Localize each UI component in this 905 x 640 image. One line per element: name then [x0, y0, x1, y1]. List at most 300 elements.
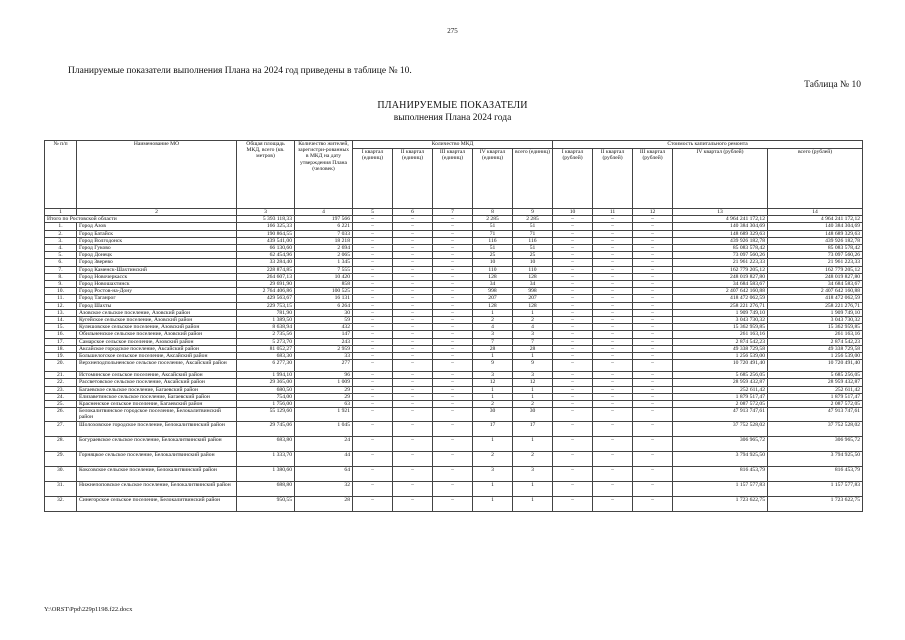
table-cell: 439 926 182,78: [768, 237, 863, 244]
table-cell: 20.: [45, 360, 77, 372]
table-cell: 2 874 542,23: [673, 338, 768, 345]
table-cell: 1 380,60: [237, 466, 295, 481]
header-area: Общая площадь МКД, всего (кв. метров): [237, 141, 295, 209]
header-group-cost: Стоимость капитального ремонта: [553, 141, 863, 149]
table-cell: 15 362 959,85: [673, 324, 768, 331]
table-cell: –: [633, 324, 673, 331]
table-cell: –: [353, 245, 393, 252]
municipality-name: Самарское сельское поселение, Азовский район: [77, 338, 237, 345]
table-cell: 680,50: [237, 386, 295, 393]
table-cell: 63: [295, 401, 353, 408]
table-cell: –: [353, 324, 393, 331]
table-cell: –: [553, 295, 593, 302]
table-cell: 32.: [45, 496, 77, 511]
table-cell: 2: [513, 317, 553, 324]
table-cell: –: [593, 302, 633, 309]
column-number: 7: [433, 209, 473, 216]
table-cell: 12.: [45, 302, 77, 309]
table-cell: 1: [513, 436, 553, 451]
table-cell: 30: [473, 408, 513, 421]
table-cell: –: [633, 230, 673, 237]
table-cell: –: [433, 266, 473, 273]
table-cell: –: [633, 372, 673, 379]
table-cell: –: [353, 338, 393, 345]
table-cell: 207: [473, 295, 513, 302]
table-cell: 2 407 642 160,88: [673, 288, 768, 295]
table-cell: –: [393, 353, 433, 360]
table-cell: 1: [513, 496, 553, 511]
table-cell: –: [393, 401, 433, 408]
table-cell: 4: [473, 324, 513, 331]
table-cell: –: [433, 317, 473, 324]
table-cell: 1 389,50: [237, 317, 295, 324]
table-cell: 1 256 539,00: [673, 353, 768, 360]
header-q2-rub: II квартал (рублей): [593, 149, 633, 209]
table-cell: 64: [295, 466, 353, 481]
municipality-name: Город Шахты: [77, 302, 237, 309]
table-cell: –: [593, 281, 633, 288]
municipality-name: Коксовское сельское поселение, Белокалитвинский район: [77, 466, 237, 481]
header-q1-rub: I квартал (рублей): [553, 149, 593, 209]
table-cell: –: [393, 309, 433, 316]
table-cell: 1 723 622,75: [768, 496, 863, 511]
table-cell: 73 097 560,26: [673, 252, 768, 259]
table-cell: –: [393, 338, 433, 345]
table-row: [45, 379, 863, 386]
table-cell: 1: [513, 481, 553, 496]
table-cell: –: [633, 466, 673, 481]
table-cell: –: [553, 436, 593, 451]
table-cell: –: [353, 466, 393, 481]
table-cell: –: [593, 436, 633, 451]
table-cell: –: [553, 288, 593, 295]
table-cell: –: [633, 481, 673, 496]
table-cell: 31.: [45, 481, 77, 496]
table-cell: –: [593, 401, 633, 408]
table-cell: –: [553, 331, 593, 338]
municipality-name: Город Азов: [77, 223, 237, 230]
table-cell: 34: [473, 281, 513, 288]
table-cell: 5 685 256,05: [673, 372, 768, 379]
municipality-name: Город Каменск-Шахтинский: [77, 266, 237, 273]
table-cell: 6 221: [295, 223, 353, 230]
total-row: [45, 216, 863, 223]
table-cell: 207: [513, 295, 553, 302]
table-cell: –: [633, 436, 673, 451]
table-cell: 12: [513, 379, 553, 386]
table-cell: 781,90: [237, 309, 295, 316]
table-cell: 2: [473, 451, 513, 466]
table-cell: 252 611,42: [673, 386, 768, 393]
table-cell: –: [593, 386, 633, 393]
table-cell: 100 525: [295, 288, 353, 295]
column-number: 8: [473, 209, 513, 216]
table-cell: –: [353, 345, 393, 352]
total-cell: 197 566: [295, 216, 353, 223]
table-cell: –: [433, 237, 473, 244]
table-cell: –: [353, 408, 393, 421]
municipality-name: Кугейское сельское поселение, Азовский район: [77, 317, 237, 324]
table-cell: 59: [295, 317, 353, 324]
table-cell: 28 959 432,87: [768, 379, 863, 386]
table-cell: 116: [513, 237, 553, 244]
municipality-name: Большелогское сельское поселение, Аксайский район: [77, 353, 237, 360]
table-cell: –: [393, 252, 433, 259]
table-cell: –: [433, 360, 473, 372]
table-cell: –: [553, 223, 593, 230]
table-cell: 2: [513, 401, 553, 408]
municipality-name: Горняцкое сельское поселение, Белокалитвинский район: [77, 451, 237, 466]
table-cell: 439 541,00: [237, 237, 295, 244]
table-row: [45, 436, 863, 451]
table-cell: –: [353, 259, 393, 266]
table-cell: –: [593, 223, 633, 230]
table-cell: 37 752 528,02: [673, 421, 768, 436]
table-cell: –: [553, 481, 593, 496]
table-cell: 33 284,40: [237, 259, 295, 266]
table-cell: –: [553, 317, 593, 324]
table-cell: 11.: [45, 295, 77, 302]
table-cell: 306 965,72: [673, 436, 768, 451]
table-cell: 3: [513, 372, 553, 379]
total-cell: 4 964 241 172,12: [673, 216, 768, 223]
table-cell: –: [433, 252, 473, 259]
total-label: Итого по Ростовской области: [45, 216, 237, 223]
table-cell: –: [393, 288, 433, 295]
table-cell: –: [353, 317, 393, 324]
table-cell: –: [353, 302, 393, 309]
table-cell: –: [633, 302, 673, 309]
table-cell: 21.: [45, 372, 77, 379]
table-cell: –: [393, 273, 433, 280]
table-cell: –: [393, 481, 433, 496]
table-cell: 147: [295, 331, 353, 338]
table-cell: –: [433, 302, 473, 309]
table-cell: –: [553, 360, 593, 372]
table-cell: 3 043 730,32: [768, 317, 863, 324]
table-cell: –: [593, 338, 633, 345]
table-cell: –: [433, 331, 473, 338]
table-cell: –: [593, 309, 633, 316]
table-cell: 16 131: [295, 295, 353, 302]
table-cell: 1 909 749,10: [673, 309, 768, 316]
table-cell: –: [633, 252, 673, 259]
municipality-name: Верхнеподпольненское сельское поселение, Аксайский район: [77, 360, 237, 372]
header-residents: Количество жителей, зарегистри-рованных в МКД на дату утверждения Плана (человек): [295, 141, 353, 209]
table-cell: 1: [473, 393, 513, 400]
table-cell: 8.: [45, 273, 77, 280]
table-cell: –: [393, 421, 433, 436]
table-cell: 30: [295, 309, 353, 316]
column-number: 13: [673, 209, 768, 216]
table-cell: 6 264: [295, 302, 353, 309]
table-cell: –: [553, 345, 593, 352]
table-cell: –: [633, 309, 673, 316]
table-cell: –: [393, 230, 433, 237]
table-cell: –: [633, 281, 673, 288]
header-q4-units: IV квартал (единиц): [473, 149, 513, 209]
table-cell: –: [353, 223, 393, 230]
table-cell: 683,80: [237, 436, 295, 451]
table-cell: –: [353, 353, 393, 360]
table-cell: 33: [295, 353, 353, 360]
table-cell: –: [433, 324, 473, 331]
table-cell: 4: [513, 324, 553, 331]
table-cell: –: [633, 259, 673, 266]
table-cell: –: [633, 496, 673, 511]
column-number: 11: [593, 209, 633, 216]
table-cell: 19.: [45, 353, 77, 360]
table-cell: –: [593, 353, 633, 360]
table-cell: 7: [473, 338, 513, 345]
table-cell: –: [593, 408, 633, 421]
column-number: 3: [237, 209, 295, 216]
table-cell: 418 472 062,59: [768, 295, 863, 302]
table-cell: 683,30: [237, 353, 295, 360]
table-cell: 29: [295, 393, 353, 400]
table-cell: 2 087 572,05: [673, 401, 768, 408]
table-cell: 26.: [45, 408, 77, 421]
table-cell: –: [433, 481, 473, 496]
table-cell: –: [593, 252, 633, 259]
table-cell: –: [633, 237, 673, 244]
table-cell: 754,00: [237, 393, 295, 400]
table-cell: –: [593, 324, 633, 331]
table-cell: –: [553, 421, 593, 436]
table-cell: 816 453,79: [768, 466, 863, 481]
table-cell: –: [593, 360, 633, 372]
table-cell: 1: [473, 386, 513, 393]
table-cell: –: [633, 317, 673, 324]
table-cell: –: [633, 266, 673, 273]
table-cell: –: [393, 360, 433, 372]
table-cell: –: [433, 496, 473, 511]
table-cell: 10 720 491,40: [768, 360, 863, 372]
table-cell: –: [433, 345, 473, 352]
table-row: [45, 496, 863, 511]
table-cell: –: [633, 421, 673, 436]
table-cell: 3: [473, 331, 513, 338]
table-cell: 1 157 577,83: [768, 481, 863, 496]
table-cell: 29.: [45, 451, 77, 466]
table-cell: –: [433, 295, 473, 302]
table-cell: –: [633, 273, 673, 280]
table-cell: –: [593, 288, 633, 295]
table-cell: 2.: [45, 230, 77, 237]
table-cell: –: [433, 451, 473, 466]
table-cell: –: [553, 372, 593, 379]
table-cell: 17: [513, 421, 553, 436]
table-cell: 3.: [45, 237, 77, 244]
table-cell: 858: [295, 281, 353, 288]
table-cell: 28: [473, 345, 513, 352]
table-cell: 140 384 304,69: [673, 223, 768, 230]
municipality-name: Обильненское сельское поселение, Азовский район: [77, 331, 237, 338]
table-cell: –: [433, 245, 473, 252]
table-row: [45, 259, 863, 266]
table-cell: 7 555: [295, 266, 353, 273]
table-cell: –: [553, 496, 593, 511]
table-cell: 47 913 747,61: [768, 408, 863, 421]
table-cell: 8 638,94: [237, 324, 295, 331]
table-cell: 1: [473, 309, 513, 316]
table-row: [45, 252, 863, 259]
municipality-name: Город Волгодонск: [77, 237, 237, 244]
table-cell: –: [353, 386, 393, 393]
table-cell: –: [593, 237, 633, 244]
table-cell: 258 221 276,71: [768, 302, 863, 309]
table-cell: –: [553, 324, 593, 331]
table-cell: –: [553, 393, 593, 400]
column-number: 1: [45, 209, 77, 216]
table-row: [45, 360, 863, 372]
municipality-name: Красненское сельское поселение, Багаевский район: [77, 401, 237, 408]
table-cell: 1 921: [295, 408, 353, 421]
table-cell: –: [633, 338, 673, 345]
table-cell: –: [353, 230, 393, 237]
table-cell: –: [433, 421, 473, 436]
table-cell: 116: [473, 237, 513, 244]
table-cell: 418 472 062,59: [673, 295, 768, 302]
table-cell: 248 019 827,80: [768, 273, 863, 280]
table-cell: –: [553, 302, 593, 309]
table-cell: 1 157 577,83: [673, 481, 768, 496]
table-cell: –: [633, 345, 673, 352]
table-cell: 28: [295, 496, 353, 511]
table-cell: 51: [513, 245, 553, 252]
table-cell: 9: [473, 360, 513, 372]
table-cell: 1 345: [295, 259, 353, 266]
table-cell: 29 745,06: [237, 421, 295, 436]
municipality-name: Белокалитвинское городское поселение, Белокалитвинский район: [77, 408, 237, 421]
table-cell: –: [593, 372, 633, 379]
table-row: [45, 331, 863, 338]
table-cell: 6.: [45, 259, 77, 266]
table-cell: 128: [473, 273, 513, 280]
table-cell: 34 684 583,67: [768, 281, 863, 288]
table-cell: 34 684 583,67: [673, 281, 768, 288]
table-cell: 261 163,16: [768, 331, 863, 338]
table-cell: –: [433, 288, 473, 295]
table-cell: –: [553, 408, 593, 421]
table-cell: 44: [295, 451, 353, 466]
total-cell: 5 393 118,33: [237, 216, 295, 223]
table-cell: 228 874,85: [237, 266, 295, 273]
table-cell: –: [393, 345, 433, 352]
table-cell: 10: [473, 259, 513, 266]
table-cell: 248 019 827,80: [673, 273, 768, 280]
municipality-name: Город Таганрог: [77, 295, 237, 302]
table-cell: –: [433, 353, 473, 360]
table-row: [45, 288, 863, 295]
table-row: [45, 408, 863, 421]
table-cell: 71: [473, 230, 513, 237]
municipality-name: Багаевское сельское поселение, Багаевский район: [77, 386, 237, 393]
table-cell: –: [553, 451, 593, 466]
table-row: [45, 451, 863, 466]
table-cell: –: [553, 386, 593, 393]
table-cell: 166 325,33: [237, 223, 295, 230]
table-cell: –: [433, 436, 473, 451]
table-cell: 998: [513, 288, 553, 295]
table-cell: 25: [473, 252, 513, 259]
table-cell: 1 994,10: [237, 372, 295, 379]
table-row: [45, 237, 863, 244]
table-cell: –: [633, 360, 673, 372]
table-cell: –: [433, 401, 473, 408]
table-cell: 2 959: [295, 345, 353, 352]
table-cell: –: [593, 451, 633, 466]
table-cell: 1: [473, 496, 513, 511]
table-cell: 9: [513, 360, 553, 372]
column-number: 10: [553, 209, 593, 216]
table-cell: –: [593, 379, 633, 386]
table-cell: 49 338 729,58: [768, 345, 863, 352]
table-cell: –: [393, 372, 433, 379]
table-label: Таблица № 10: [804, 80, 861, 90]
table-cell: –: [393, 237, 433, 244]
municipality-name: Азовское сельское поселение, Азовский район: [77, 309, 237, 316]
table-row: [45, 273, 863, 280]
table-cell: –: [353, 360, 393, 372]
table-cell: –: [393, 331, 433, 338]
table-cell: –: [353, 496, 393, 511]
table-cell: 148 689 329,63: [673, 230, 768, 237]
column-number: 6: [393, 209, 433, 216]
table-cell: –: [553, 273, 593, 280]
table-cell: 12: [473, 379, 513, 386]
header-q3-units: III квартал (единиц): [433, 149, 473, 209]
table-cell: 29 365,00: [237, 379, 295, 386]
table-cell: 49 338 729,58: [673, 345, 768, 352]
table-cell: 51: [473, 245, 513, 252]
table-cell: –: [353, 281, 393, 288]
table-row: [45, 324, 863, 331]
table-cell: 16.: [45, 331, 77, 338]
table-row: [45, 317, 863, 324]
table-cell: 2 065: [295, 252, 353, 259]
table-cell: –: [353, 237, 393, 244]
table-cell: –: [353, 273, 393, 280]
table-cell: 1: [513, 353, 553, 360]
table-cell: 10 420: [295, 273, 353, 280]
table-cell: 4.: [45, 245, 77, 252]
table-cell: –: [433, 281, 473, 288]
table-row: [45, 345, 863, 352]
municipality-name: Город Зверево: [77, 259, 237, 266]
table-cell: 258 221 276,71: [673, 302, 768, 309]
header-total-units: всего (единиц): [513, 149, 553, 209]
table-cell: 28: [513, 345, 553, 352]
table-cell: –: [593, 317, 633, 324]
table-cell: –: [553, 237, 593, 244]
table-cell: 2: [473, 317, 513, 324]
header-total-rub: всего (рублей): [768, 149, 863, 209]
table-cell: –: [393, 259, 433, 266]
file-path-footer: Y:\ORST\Ppd\229p1198.f22.docx: [44, 606, 133, 613]
header-num: № п/п: [45, 141, 77, 209]
municipality-name: Истоминское сельское поселение, Аксайский район: [77, 372, 237, 379]
table-cell: 9.: [45, 281, 77, 288]
header-name: Наименование МО: [77, 141, 237, 209]
table-cell: –: [433, 386, 473, 393]
table-cell: –: [633, 386, 673, 393]
table-cell: 25.: [45, 401, 77, 408]
table-cell: 55 129,60: [237, 408, 295, 421]
table-cell: –: [393, 408, 433, 421]
header-q2-units: II квартал (единиц): [393, 149, 433, 209]
table-cell: 1 879 517,47: [768, 393, 863, 400]
